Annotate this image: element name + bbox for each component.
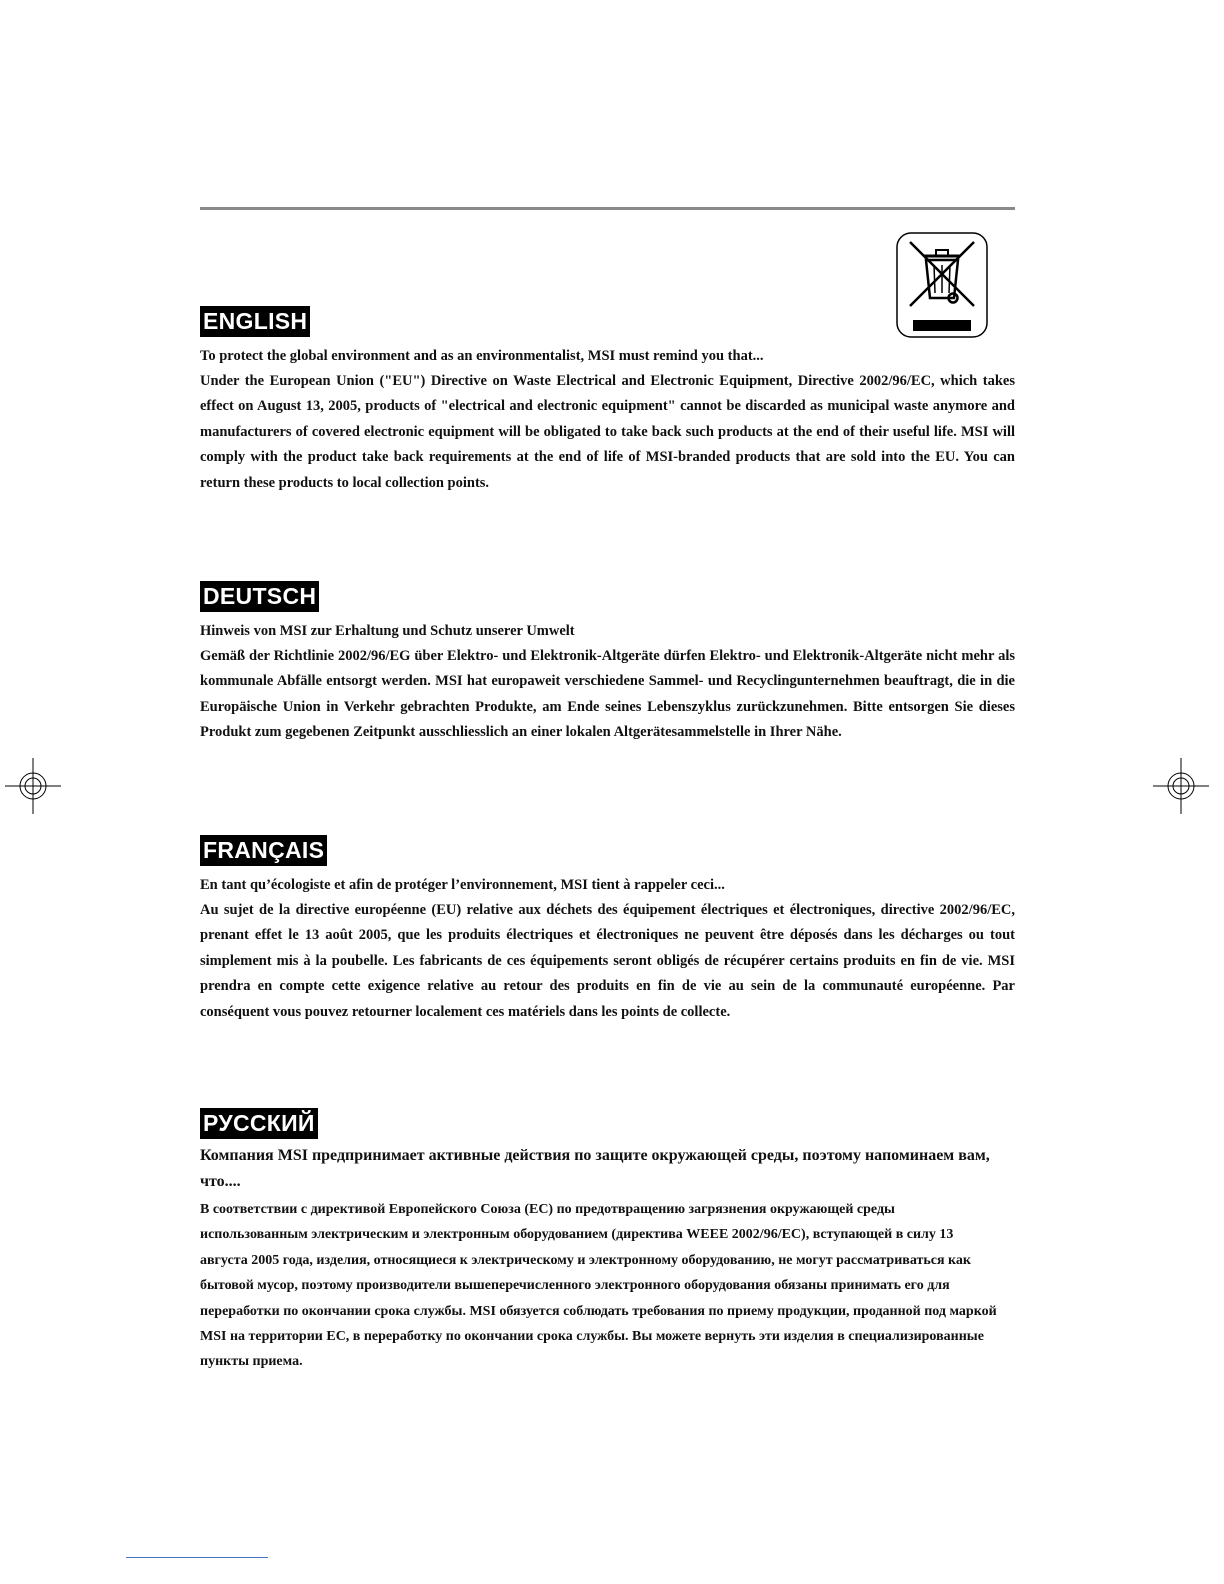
section-english [200, 306, 1015, 496]
section-deutsch [200, 581, 1015, 746]
section-heading: ENGLISH [200, 306, 310, 337]
section-body: Gemäß der Richtlinie 2002/96/EG über Elektro- und Elektronik-Altgeräte dürfen Elektro- und Elektronik-Altgeräte nicht mehr als kommunale Abfälle entsorgt werden. MSI hat europaweit verschiedene Sammel- und Recyclingunternehmen beauftragt, die in die Europäische Union in Verkehr gebrachten Produkte, am Ende seines Lebenszyklus zurückzunehmen. Bitte entsorgen Sie dieses Produkt zum gegebenen Zeitpunkt ausschliesslich an einer lokalen Altgerätesammelstelle in Ihrer Nähe. [200, 648, 1015, 741]
section-heading: DEUTSCH [200, 581, 319, 612]
footer-rule [126, 1557, 268, 1558]
section-francais [200, 835, 1015, 1025]
section-heading: РУССКИЙ [200, 1108, 318, 1139]
registration-mark-left-icon [5, 758, 61, 814]
section-body: В соответствии с директивой Европейского Союза (ЕС) по предотвращению загрязнения окружающей среды использованным электрическим и электронным оборудованием (директива WEEE 2002/96/EC), вступающей в силу 13 августа 2005 года, изделия, относящиеся к электрическому и электронному оборудованию, не могут рассматриваться как бытовой мусор, поэтому производители вышеперечисленного электронного оборудования обязаны принимать его для переработки по окончании срока службы. MSI обязуется соблюдать требования по приему продукции, проданной под маркой MSI на территории ЕС, в переработку по окончании срока службы. Вы можете вернуть эти изделия в специализированные пункты приема. [200, 1202, 997, 1370]
section-intro: To protect the global environment and as an environmentalist, MSI must remind you that... [200, 348, 764, 364]
section-russian [200, 1108, 1000, 1375]
registration-mark-right-icon [1153, 758, 1209, 814]
section-intro: Компания MSI предпринимает активные действия по защите окружающей среды, поэтому напоминаем вам, что.... [200, 1147, 990, 1190]
section-heading: FRANÇAIS [200, 835, 327, 866]
section-body: Au sujet de la directive européenne (EU) relative aux déchets des équipement électriques et électroniques, directive 2002/96/EC, prenant effet le 13 août 2005, que les produits électriques et électroniques ne peuvent être déposés dans les décharges ou tout simplement mis à la poubelle. Les fabricants de ces équipements seront obligés de récupérer certains produits en fin de vie. MSI prendra en compte cette exigence relative au retour des produits en fin de vie au sein de la communauté européenne. Par conséquent vous pouvez retourner localement ces matériels dans les points de collecte. [200, 902, 1015, 1020]
section-intro: Hinweis von MSI zur Erhaltung und Schutz unserer Umwelt [200, 623, 575, 639]
section-body: Under the European Union ("EU") Directive on Waste Electrical and Electronic Equipment, Directive 2002/96/EC, which takes effect on August 13, 2005, products of "electrical and electronic equipment" cannot be discarded as municipal waste anymore and manufacturers of covered electronic equipment will be obligated to take back such products at the end of their useful life. MSI will comply with the product take back requirements at the end of life of MSI-branded products that are sold into the EU. You can return these products to local collection points. [200, 373, 1015, 491]
section-intro: En tant qu’écologiste et afin de protéger l’environnement, MSI tient à rappeler ceci... [200, 877, 725, 893]
header-rule [200, 207, 1015, 210]
